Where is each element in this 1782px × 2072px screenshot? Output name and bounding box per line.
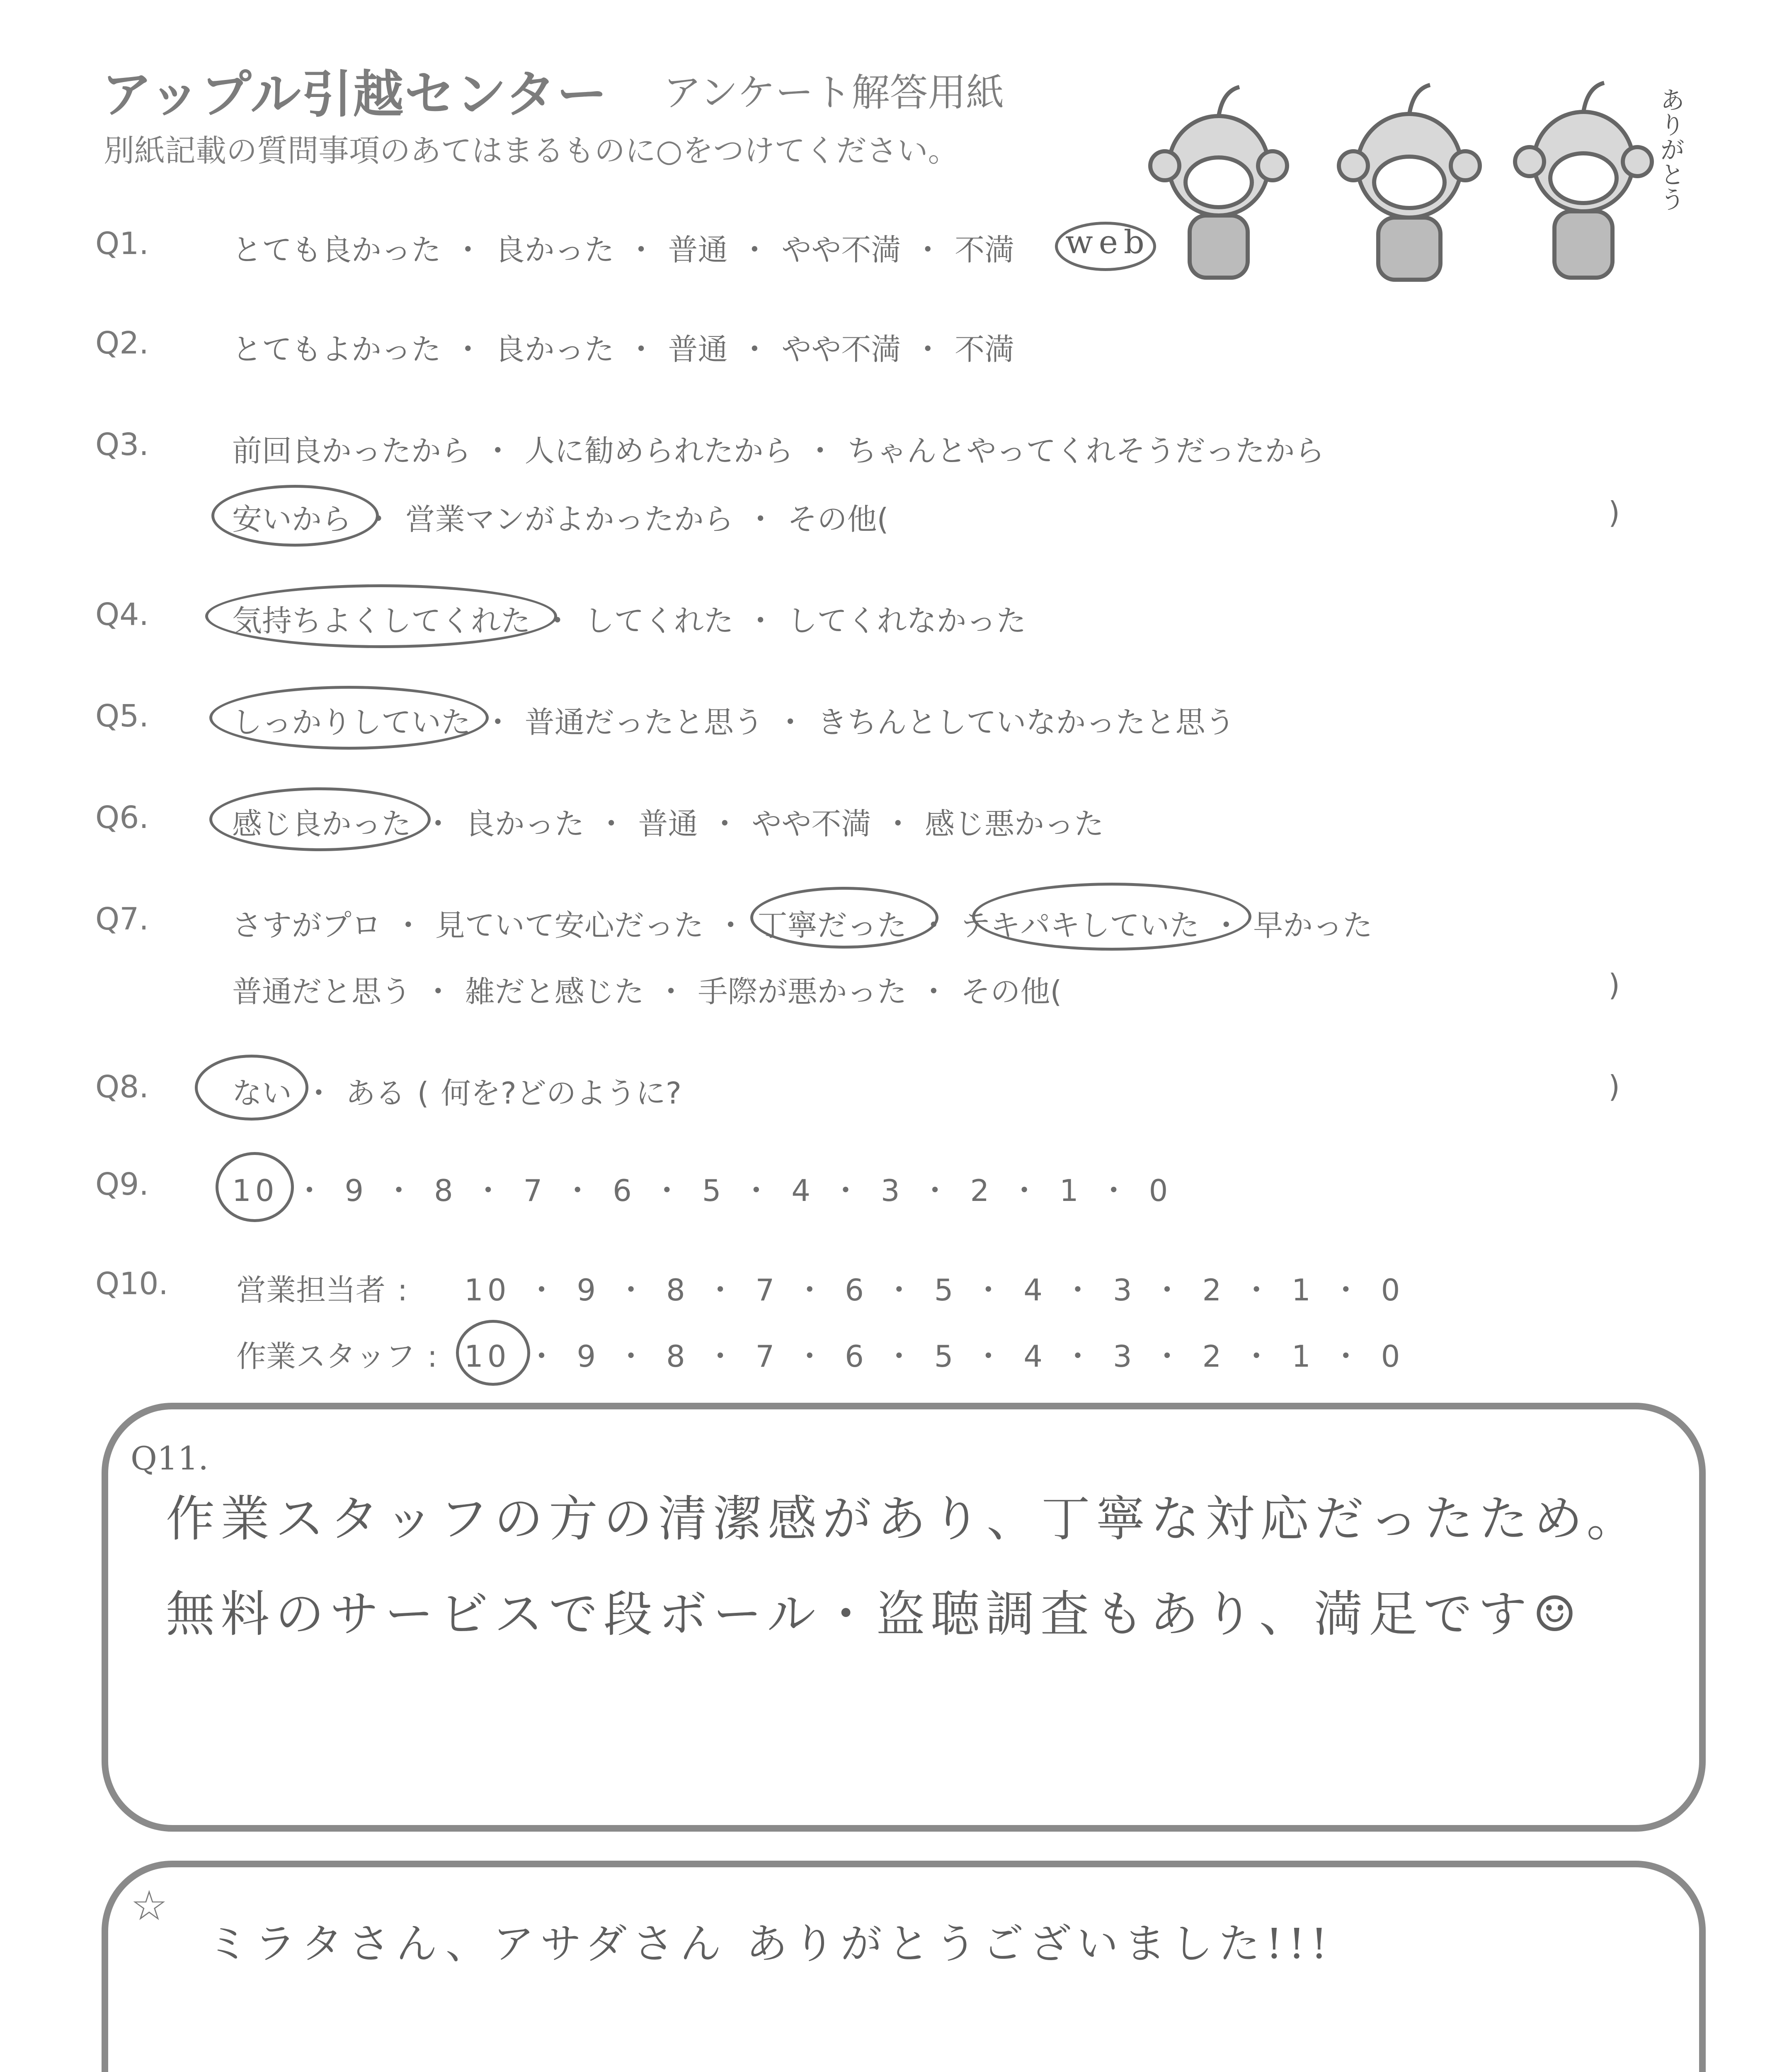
form-title: アップル引越センター xyxy=(102,65,608,124)
mascot-caption: ありがとう xyxy=(1656,87,1685,211)
q3-close-paren: ) xyxy=(1608,495,1620,530)
q11-comment-line1: 作業スタッフの方の清潔感があり、丁寧な対応だったため。 xyxy=(166,1490,1641,1547)
q8-options: ない ・ ある ( 何を?どのように? xyxy=(232,1076,682,1111)
q7-label: Q7. xyxy=(95,901,149,937)
q6-options: 感じ良かった ・ 良かった ・ 普通 ・ やや不満 ・ 感じ悪かった xyxy=(232,806,1104,841)
q10-sales-scale: 10 ・ 9 ・ 8 ・ 7 ・ 6 ・ 5 ・ 4 ・ 3 ・ 2 ・ 1 ・ 0 xyxy=(464,1273,1404,1307)
q3-options-line1: 前回良かったから ・ 人に勧められたから ・ ちゃんとやってくれそうだったから xyxy=(232,433,1325,468)
q10-label: Q10. xyxy=(95,1266,168,1302)
q8-answer-circle xyxy=(195,1055,308,1121)
form-instruction: 別紙記載の質問事項のあてはまるものに○をつけてください。 xyxy=(104,133,959,169)
q3-label: Q3. xyxy=(95,427,149,462)
q3-options-line2: 安いから ・ 営業マンがよかったから ・ その他( xyxy=(232,502,889,537)
q4-options: 気持ちよくしてくれた ・ してくれた ・ してくれなかった xyxy=(232,603,1026,638)
q3-answer-circle xyxy=(211,485,379,547)
q9-label: Q9. xyxy=(95,1167,149,1202)
q2-label: Q2. xyxy=(95,325,149,361)
q10-staff-label: 作業スタッフ : xyxy=(236,1339,438,1374)
q7-close-paren: ) xyxy=(1608,968,1620,1002)
q7-answer-circle-polite xyxy=(750,887,938,949)
q5-label: Q5. xyxy=(95,698,149,734)
q6-answer-circle xyxy=(209,787,431,851)
q11-comment-line2: 無料のサービスで段ボール・盗聴調査もあり、満足です☺ xyxy=(166,1585,1583,1643)
q4-answer-circle xyxy=(205,584,557,648)
q8-label: Q8. xyxy=(95,1069,149,1105)
form-subtitle: アンケート解答用紙 xyxy=(663,70,1004,115)
q10-staff-scale: 10 ・ 9 ・ 8 ・ 7 ・ 6 ・ 5 ・ 4 ・ 3 ・ 2 ・ 1 ・ 0 xyxy=(464,1339,1404,1374)
q2-options: とてもよかった ・ 良かった ・ 普通 ・ やや不満 ・ 不満 xyxy=(232,332,1015,367)
q10-staff-answer-circle xyxy=(456,1320,530,1386)
q4-label: Q4. xyxy=(95,597,149,632)
q5-answer-circle xyxy=(209,686,489,750)
star-icon: ☆ xyxy=(131,1881,168,1930)
q7-options-line1: さすがプロ ・ 見ていて安心だった ・ 丁寧だった ・ テキパキしていた ・ 早かった xyxy=(232,908,1373,943)
q8-close-paren: ) xyxy=(1608,1069,1620,1104)
q1-options: とても良かった ・ 良かった ・ 普通 ・ やや不満 ・ 不満 xyxy=(232,232,1015,267)
q5-options: しっかりしていた ・ 普通だったと思う ・ きちんとしていなかったと思う xyxy=(232,705,1235,740)
q9-answer-circle xyxy=(216,1152,294,1222)
message-text: ミラタさん、アサダさん ありがとうございました!!! xyxy=(207,1920,1333,1968)
q1-handwritten-web: web xyxy=(1065,224,1150,261)
monkey-mascot-illustration xyxy=(1127,62,1700,294)
q10-sales-label: 営業担当者 : xyxy=(236,1273,408,1307)
q9-scale: 10 ・ 9 ・ 8 ・ 7 ・ 6 ・ 5 ・ 4 ・ 3 ・ 2 ・ 1 ・ 0 xyxy=(232,1173,1172,1208)
q6-label: Q6. xyxy=(95,800,149,835)
q1-answer-circle xyxy=(1055,222,1156,271)
q7-options-line2: 普通だと思う ・ 雑だと感じた ・ 手際が悪かった ・ その他( xyxy=(232,974,1062,1009)
q11-label: Q11. xyxy=(131,1440,209,1477)
q7-answer-circle-efficient xyxy=(972,883,1251,951)
q1-label: Q1. xyxy=(95,226,149,261)
